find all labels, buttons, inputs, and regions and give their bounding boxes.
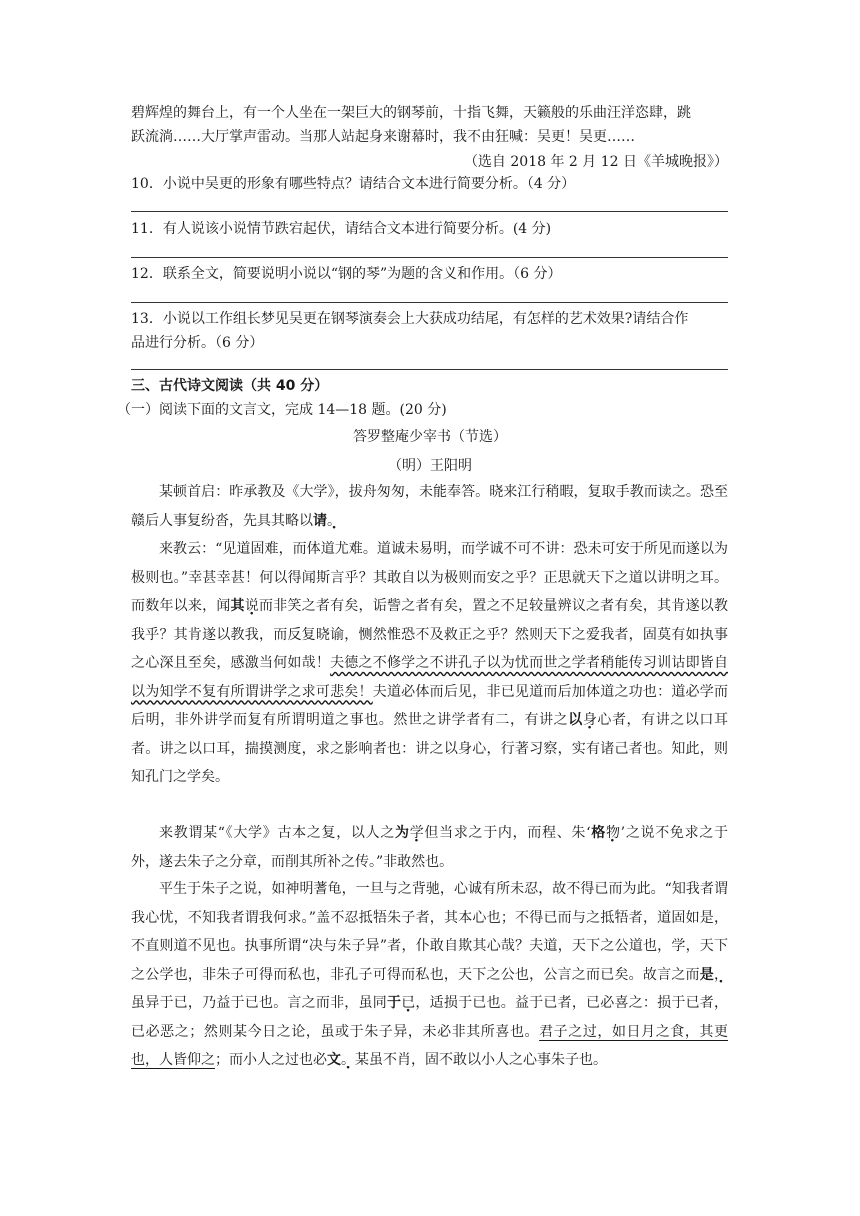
question-11: 11．有人说该小说情节跌宕起伏，请结合文本进行简要分析。(4 分)	[131, 221, 552, 237]
story-line-2: 跃流淌……大厅掌声雷动。当那人站起身来谢幕时，我不由狂喊：吴更！吴更……	[131, 129, 635, 145]
dotted-word-shi: 是	[699, 966, 715, 983]
story-source: （选自 2018 年 2 月 12 日《羊城晚报》）	[463, 154, 728, 170]
passage-paragraph-4: 平生于朱子之说，如神明蓍龟，一旦与之背驰，心诚有所未忍，故不得已而为此。“知我者谓我心忧，不知我者谓我何求。”盖不忍抵牾朱子者，其本心也；不得已而与之抵牾者，道固如是，不直则道不见也。执事所谓“决与朱子异”者，仆敢自欺其心哉？夫道，天下之公道也，学，天下之公学也，非朱子可得而私也，非孔子可得而私也，天下之公也，公言之而已矣。故言之而是，虽异于已，乃益于已也。言之而非，虽同于已，适损于已也。益于已者，已必喜之：损于已者，已必恶之；然则某今日之论，虽或于朱子异，未必非其所喜也。君子之过，如日月之食，其更也，人皆仰之；而小人之过也必文。某虽不肖，固不敢以小人之心事朱子也。	[131, 881, 729, 1068]
underlined-sentence-1: 夫德之不修学之不讲孔子以为忧而世之学者稍能传习训诂即皆自以为知学不复有所谓讲学之求可悲矣！	[131, 655, 729, 700]
underlined-sentence-2: 君子之过，如日月之食，其更也，人皆仰之	[131, 1023, 729, 1068]
dotted-word-ge: 格	[590, 825, 606, 841]
dotted-word-qing: 请	[313, 512, 327, 529]
section-heading: 三、古代诗文阅读（共 40 分）	[131, 378, 329, 394]
section-subheading: （一）阅读下面的文言文，完成 14—18 题。(20 分)	[117, 402, 447, 418]
dotted-word-wei: 为	[395, 825, 410, 841]
passage-title: 答罗整庵少宰书（节选）	[353, 429, 507, 445]
answer-line-11	[131, 257, 728, 258]
question-13-line-2: 品进行分析。（6 分）	[131, 335, 264, 351]
story-line-1: 碧辉煌的舞台上，有一个人坐在一架巨大的钢琴前，十指飞舞，天籁般的乐曲汪洋恣肆，跳	[131, 105, 691, 121]
dotted-word-yu: 于	[386, 995, 402, 1011]
question-13-line-1: 13．小说以工作组长梦见吴更在钢琴演奏会上大获成功结尾，有怎样的艺术效果?请结合作	[131, 311, 689, 327]
passage-paragraph-2: 来教云：“见道固难，而体道尤难。道诚未易明，而学诚不可不讲：恐未可安于所见而遂以为极则也。”幸甚幸甚！何以得闻斯言乎？其敢自以为极则而安之乎？正思就天下之道以讲明之耳。而数年以来，闻其说而非笑之者有矣，诟訾之者有矣，置之不足较量辨议之者有矣，其肯遂以教我乎？其肯遂以教我，而反复晓谕，恻然惟恐不及救正之乎？然则天下之爱我者，固莫有如执事之心深且至矣，感激当何如哉！夫德之不修学之不讲孔子以为忧而世之学者稍能传习训诂即皆自以为知学不复有所谓讲学之求可悲矣！夫道必体而后见，非已见道而后加体道之功也：道必学而后明，非外讲学而复有所谓明道之事也。然世之讲学者有二，有讲之以身心者，有讲之以口耳者。讲之以口耳，揣摸测度，求之影响者也：讲之以身心，行著习察，实有诸己者也。知此，则知孔门之学矣。	[131, 541, 729, 785]
passage-paragraph-1: 某顿首启：昨承教及《大学》，拔舟匆匆，未能奉答。晓来江行稍暇，复取手教而读之。恐至赣后人事复纷沓，先具其略以请。	[131, 484, 728, 529]
answer-line-12	[131, 302, 728, 303]
answer-line-13	[131, 369, 728, 370]
dotted-word-yi: 以	[568, 712, 583, 728]
answer-line-10	[131, 211, 728, 212]
dotted-word-wen: 文	[327, 1052, 341, 1068]
question-12: 12．联系全文，简要说明小说以“钢的琴”为题的含义和作用。（6 分）	[131, 266, 562, 282]
dotted-word-qi: 其	[230, 598, 245, 614]
passage-author: （明）王阳明	[388, 458, 472, 474]
question-10: 10．小说中吴更的形象有哪些特点？请结合文本进行简要分析。（4 分）	[131, 176, 576, 192]
passage-paragraph-3: 来教谓某“《大学》古本之复，以人之为学但当求之于内，而程、朱‘格物’之说不免求之于外，遂去朱子之分章，而削其所补之传。”非敢然也。	[131, 825, 729, 870]
